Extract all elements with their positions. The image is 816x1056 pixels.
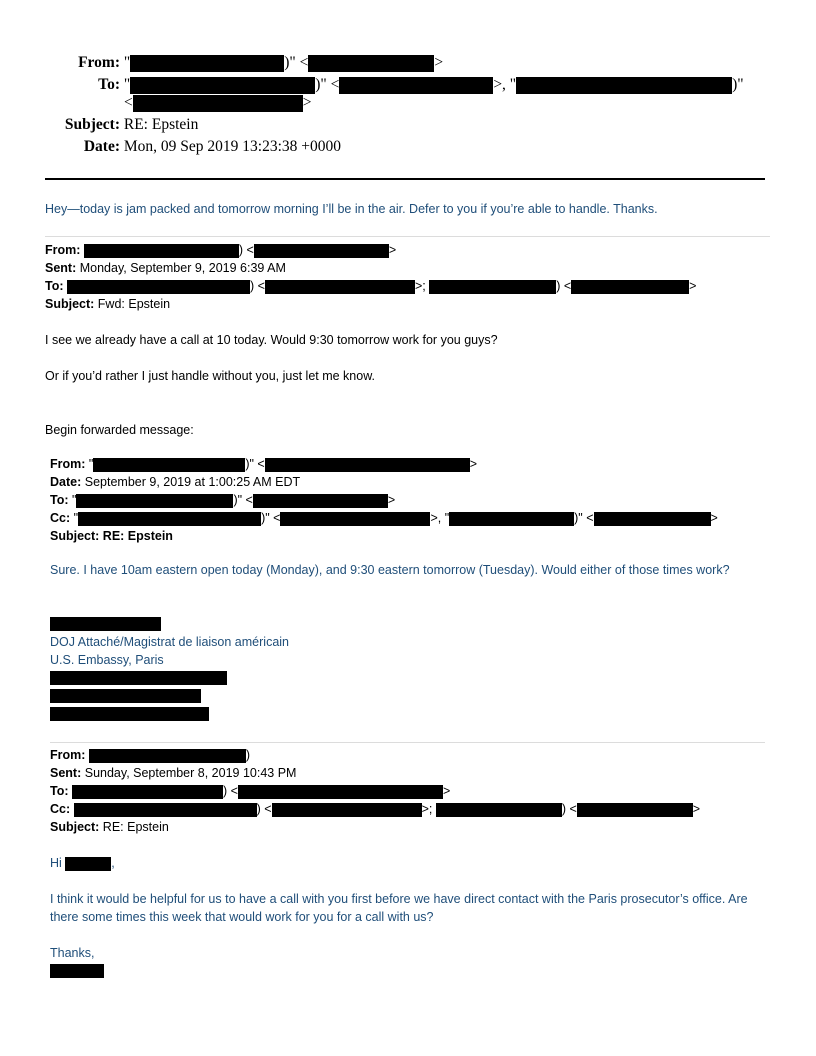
redaction-box	[89, 749, 246, 763]
msg3-cc-sep2: >, "	[430, 511, 450, 525]
redaction-box	[130, 55, 284, 72]
msg3-from-label: From:	[50, 457, 86, 471]
header-date-label: Date:	[83, 138, 120, 155]
msg2-from-row	[45, 241, 396, 259]
msg2-sent-row	[45, 259, 286, 277]
msg4-to-label: To:	[50, 784, 69, 798]
msg4-cc-sep3: ) <	[561, 802, 577, 816]
header-to-sep1: )" <	[315, 76, 340, 93]
msg3-to-row	[50, 491, 395, 509]
msg4-greeting-word: Hi	[50, 856, 62, 870]
redaction-box	[254, 244, 389, 258]
msg2-to-close: >	[689, 279, 697, 293]
msg2-to-sep3: ) <	[556, 279, 572, 293]
redaction-box	[577, 803, 693, 817]
msg3-cc-close: >	[710, 511, 718, 525]
redaction-box	[429, 280, 556, 294]
redaction-box	[436, 803, 562, 817]
signature-org: U.S. Embassy, Paris	[50, 653, 164, 667]
header-to-row-2	[124, 94, 312, 112]
msg2-to-row	[45, 277, 696, 295]
redaction-box	[339, 77, 493, 94]
msg4-from-label: From:	[50, 748, 86, 762]
redaction-box	[265, 458, 470, 472]
header-date-value: Mon, 09 Sep 2019 13:23:38 +0000	[123, 138, 342, 155]
redaction-box	[130, 77, 315, 94]
header-subject-row	[0, 116, 198, 134]
header-to-sep3: )"	[732, 76, 744, 93]
redaction-box	[50, 707, 209, 721]
msg4-body: I think it would be helpful for us to have a call with you first before we have direct contact with the Paris prosecutor’s office. Are there some times this week that would work for you for a call with us?	[50, 892, 748, 924]
msg3-to-close: >	[387, 493, 396, 507]
msg4-to-sep: ) <	[223, 784, 238, 798]
header-to2-open: <	[124, 94, 133, 111]
msg3-from-close: >	[469, 457, 478, 471]
msg4-subject-value: RE: Epstein	[102, 820, 169, 834]
redaction-box	[76, 494, 233, 508]
header-from-sep: )" <	[284, 54, 309, 71]
msg4-cc-sep1: ) <	[256, 802, 272, 816]
msg4-from-row	[50, 746, 250, 764]
msg3-date-row	[50, 473, 300, 491]
redaction-box	[308, 55, 434, 72]
redaction-box	[516, 77, 732, 94]
redaction-box	[74, 803, 257, 817]
msg2-to-sep1: ) <	[250, 279, 265, 293]
msg3-subject-label: Subject:	[50, 529, 100, 543]
msg4-cc-close: >	[692, 802, 701, 816]
redaction-box	[50, 617, 161, 631]
msg4-cc-label: Cc:	[50, 802, 71, 816]
redaction-box	[93, 458, 245, 472]
msg3-to-label: To:	[50, 493, 69, 507]
header-from-quote: "	[123, 54, 131, 71]
msg2-sent-label: Sent:	[45, 261, 77, 275]
msg2-to-label: To:	[45, 279, 64, 293]
msg3-subject-row	[50, 527, 173, 545]
msg2-to-sep2: >;	[414, 279, 426, 293]
msg4-from-close: )	[245, 748, 251, 762]
msg2-subject-row	[45, 295, 170, 313]
msg3-subject-value: RE: Epstein	[102, 529, 173, 543]
header-to-label: To:	[98, 76, 120, 93]
msg4-subject-label: Subject:	[50, 820, 100, 834]
msg4-sent-row	[50, 764, 296, 782]
header-subject-label: Subject:	[64, 116, 120, 133]
msg3-from-open: "	[88, 457, 94, 471]
separator-line	[45, 236, 770, 237]
msg3-to-sep: )" <	[233, 493, 253, 507]
msg2-body-2: Or if you’d rather I just handle without you, just let me know.	[45, 369, 376, 383]
redaction-box	[78, 512, 261, 526]
redaction-box	[272, 803, 422, 817]
msg3-body: Sure. I have 10am eastern open today (Monday), and 9:30 eastern tomorrow (Tuesday). Would either of those times work?	[50, 563, 730, 577]
msg2-subject-label: Subject:	[45, 297, 95, 311]
header-date-row	[0, 138, 341, 156]
redaction-box	[84, 244, 239, 258]
msg4-to-row	[50, 782, 450, 800]
msg4-sent-value: Sunday, September 8, 2019 10:43 PM	[84, 766, 297, 780]
redaction-box	[65, 857, 111, 871]
msg3-cc-sep1: )" <	[261, 511, 281, 525]
msg3-cc-label: Cc:	[50, 511, 71, 525]
msg2-from-sep: ) <	[238, 243, 254, 257]
msg4-cc-sep2: >;	[421, 802, 433, 816]
redaction-box	[67, 280, 250, 294]
header-to-sep2: >, "	[493, 76, 517, 93]
msg4-to-close: >	[442, 784, 451, 798]
msg3-to-open: "	[72, 493, 77, 507]
msg2-from-close: >	[388, 243, 397, 257]
forwarded-message-label: Begin forwarded message:	[45, 423, 194, 437]
redaction-box	[594, 512, 711, 526]
reply-body: Hey—today is jam packed and tomorrow morning I’ll be in the air. Defer to you if you’re able to handle. Thanks.	[45, 202, 658, 216]
msg2-from-label: From:	[45, 243, 81, 257]
msg4-sent-label: Sent:	[50, 766, 82, 780]
redaction-box	[238, 785, 443, 799]
msg3-cc-sep3: )" <	[574, 511, 594, 525]
redaction-box	[280, 512, 430, 526]
msg4-cc-row	[50, 800, 700, 818]
header-from-close: >	[434, 54, 444, 71]
msg4-greeting	[50, 854, 115, 872]
msg2-body-1: I see we already have a call at 10 today. Would 9:30 tomorrow work for you guys?	[45, 333, 498, 347]
redaction-box	[72, 785, 223, 799]
redaction-box	[50, 671, 227, 685]
msg4-closing: Thanks,	[50, 946, 95, 960]
redaction-box	[253, 494, 388, 508]
header-from-row	[0, 54, 443, 72]
msg3-cc-row	[50, 509, 718, 527]
signature-title: DOJ Attaché/Magistrat de liaison américain	[50, 635, 289, 649]
msg2-subject-value: Fwd: Epstein	[97, 297, 171, 311]
header-from-label: From:	[78, 54, 120, 71]
redaction-box	[265, 280, 415, 294]
separator-line	[50, 742, 765, 743]
redaction-box	[449, 512, 574, 526]
header-to2-close: >	[302, 94, 312, 111]
msg3-date-label: Date:	[50, 475, 82, 489]
header-to-quote: "	[123, 76, 131, 93]
header-to-row	[0, 76, 744, 94]
header-subject-value: RE: Epstein	[123, 116, 199, 133]
header-divider	[45, 178, 765, 180]
msg4-subject-row	[50, 818, 169, 836]
redaction-box	[133, 95, 303, 112]
redaction-box	[571, 280, 689, 294]
msg2-sent-value: Monday, September 9, 2019 6:39 AM	[79, 261, 286, 275]
msg3-from-sep: )" <	[245, 457, 265, 471]
msg3-cc-open: "	[73, 511, 79, 525]
redaction-box	[50, 964, 104, 978]
msg4-greeting-comma: ,	[111, 856, 115, 870]
redaction-box	[50, 689, 201, 703]
msg3-date-value: September 9, 2019 at 1:00:25 AM EDT	[84, 475, 301, 489]
msg3-from-row	[50, 455, 477, 473]
